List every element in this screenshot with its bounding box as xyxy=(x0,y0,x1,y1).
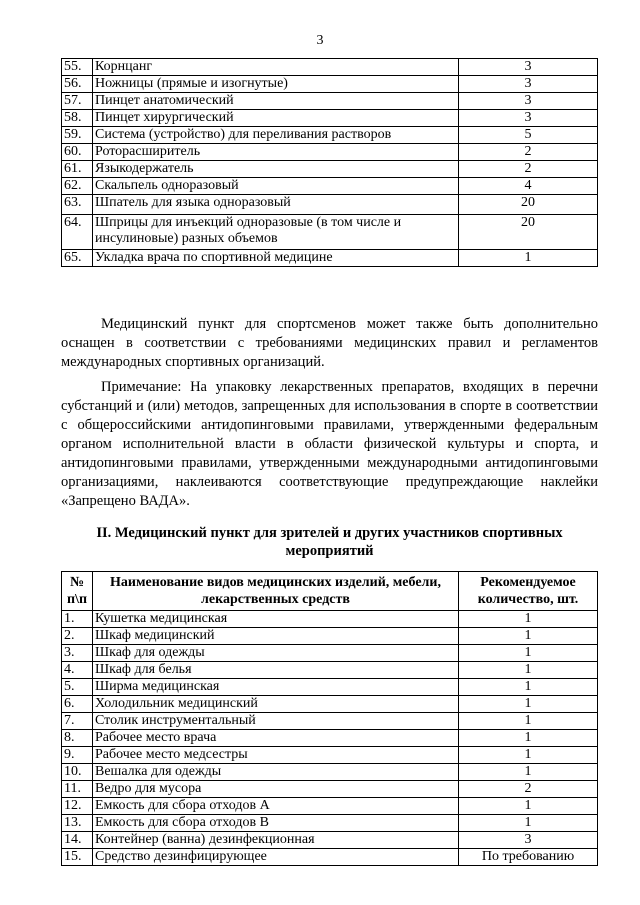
row-number: 12. xyxy=(62,798,93,815)
table-header-row xyxy=(62,572,598,611)
row-number: 11. xyxy=(62,781,93,798)
row-item-name: Холодильник медицинский xyxy=(93,696,459,713)
table-row xyxy=(62,628,598,645)
row-item-name: Роторасширитель xyxy=(93,144,459,161)
row-number: 9. xyxy=(62,747,93,764)
row-item-name: Языкодержатель xyxy=(93,161,459,178)
row-item-name: Шприцы для инъекций одноразовые (в том числе и инсулиновые) разных объемов xyxy=(93,215,459,250)
table-row xyxy=(62,144,598,161)
row-quantity: 5 xyxy=(459,127,598,144)
row-number: 5. xyxy=(62,679,93,696)
row-quantity: 3 xyxy=(459,76,598,93)
table-row xyxy=(62,798,598,815)
paragraph-note-wada: Примечание: На упаковку лекарственных препаратов, входящих в перечни субстанций и (или) методов, запрещенных для использования в спорте в соответствии с общероссийскими антидопинговыми правилами, утвержденными федеральным органом исполнительной власти в области физической культуры и спорта, и антидопинговыми правилами, утвержденными международными антидопинговыми организациями, наклеиваются соответствующие предупреждающие наклейки «Запрещено ВАДА». xyxy=(61,379,598,509)
table-row xyxy=(62,59,598,76)
row-item-name: Ножницы (прямые и изогнутые) xyxy=(93,76,459,93)
row-quantity: 2 xyxy=(459,144,598,161)
equipment-table-body xyxy=(62,59,598,267)
row-item-name: Корнцанг xyxy=(93,59,459,76)
row-item-name: Шпатель для языка одноразовый xyxy=(93,195,459,215)
row-quantity: 1 xyxy=(459,628,598,645)
row-number: 59. xyxy=(62,127,93,144)
row-item-name: Столик инструментальный xyxy=(93,713,459,730)
table-row xyxy=(62,161,598,178)
row-number: 58. xyxy=(62,110,93,127)
row-item-name: Скальпель одноразовый xyxy=(93,178,459,195)
table-row xyxy=(62,611,598,628)
row-quantity: 1 xyxy=(459,679,598,696)
row-number: 61. xyxy=(62,161,93,178)
page-number: 3 xyxy=(316,33,324,48)
row-quantity: 1 xyxy=(459,747,598,764)
table-row xyxy=(62,730,598,747)
row-quantity: 1 xyxy=(459,662,598,679)
table-row xyxy=(62,832,598,849)
row-item-name: Укладка врача по спортивной медицине xyxy=(93,250,459,267)
row-quantity: 20 xyxy=(459,195,598,215)
row-number: 63. xyxy=(62,195,93,215)
row-quantity: 1 xyxy=(459,713,598,730)
table-row xyxy=(62,662,598,679)
row-number: 62. xyxy=(62,178,93,195)
row-quantity: 1 xyxy=(459,730,598,747)
row-item-name: Шкаф медицинский xyxy=(93,628,459,645)
row-number: 4. xyxy=(62,662,93,679)
table-row xyxy=(62,696,598,713)
row-item-name: Пинцет хирургический xyxy=(93,110,459,127)
row-quantity: 3 xyxy=(459,110,598,127)
row-quantity: 1 xyxy=(459,696,598,713)
row-number: 7. xyxy=(62,713,93,730)
row-item-name: Шкаф для белья xyxy=(93,662,459,679)
row-number: 13. xyxy=(62,815,93,832)
row-number: 1. xyxy=(62,611,93,628)
row-item-name: Кушетка медицинская xyxy=(93,611,459,628)
row-quantity: 3 xyxy=(459,93,598,110)
row-number: 3. xyxy=(62,645,93,662)
row-quantity: 3 xyxy=(459,59,598,76)
row-item-name: Пинцет анатомический xyxy=(93,93,459,110)
row-item-name: Шкаф для одежды xyxy=(93,645,459,662)
row-number: 6. xyxy=(62,696,93,713)
table-row xyxy=(62,76,598,93)
table-row xyxy=(62,815,598,832)
row-number: 55. xyxy=(62,59,93,76)
row-quantity: 2 xyxy=(459,781,598,798)
row-quantity: 1 xyxy=(459,798,598,815)
row-item-name: Рабочее место медсестры xyxy=(93,747,459,764)
table-row xyxy=(62,110,598,127)
row-quantity: 1 xyxy=(459,645,598,662)
row-quantity: 1 xyxy=(459,250,598,267)
row-item-name: Ведро для мусора xyxy=(93,781,459,798)
table-row xyxy=(62,679,598,696)
row-quantity: По требованию xyxy=(459,849,598,866)
paragraph-additional-equipment: Медицинский пункт для спортсменов может также быть дополнительно оснащен в соответствии с требованиями медицинских правил и регламентов международных спортивных организаций. xyxy=(61,316,598,370)
row-number: 10. xyxy=(62,764,93,781)
table-row xyxy=(62,178,598,195)
header-num: № п\п xyxy=(62,572,93,611)
table-row xyxy=(62,127,598,144)
row-number: 2. xyxy=(62,628,93,645)
table-row xyxy=(62,93,598,110)
table-row xyxy=(62,215,598,250)
row-item-name: Система (устройство) для переливания растворов xyxy=(93,127,459,144)
spectators-table-body xyxy=(62,611,598,866)
spectators-equipment-table xyxy=(61,571,598,866)
table-header xyxy=(62,572,598,611)
table-row xyxy=(62,781,598,798)
row-quantity: 20 xyxy=(459,215,598,250)
table-row xyxy=(62,195,598,215)
row-item-name: Вешалка для одежды xyxy=(93,764,459,781)
row-number: 65. xyxy=(62,250,93,267)
equipment-table-continued xyxy=(61,58,598,267)
row-number: 60. xyxy=(62,144,93,161)
table-row xyxy=(62,645,598,662)
row-number: 57. xyxy=(62,93,93,110)
row-item-name: Рабочее место врача xyxy=(93,730,459,747)
section-title: II. Медицинский пункт для зрителей и других участников спортивных мероприятий xyxy=(96,525,563,559)
row-item-name: Емкость для сбора отходов В xyxy=(93,815,459,832)
table-row xyxy=(62,747,598,764)
table-row xyxy=(62,713,598,730)
row-quantity: 3 xyxy=(459,832,598,849)
table-row xyxy=(62,250,598,267)
table-row xyxy=(62,764,598,781)
row-number: 14. xyxy=(62,832,93,849)
row-number: 56. xyxy=(62,76,93,93)
table-row xyxy=(62,849,598,866)
row-item-name: Контейнер (ванна) дезинфекционная xyxy=(93,832,459,849)
row-quantity: 2 xyxy=(459,161,598,178)
row-number: 8. xyxy=(62,730,93,747)
row-number: 64. xyxy=(62,215,93,250)
row-quantity: 1 xyxy=(459,764,598,781)
row-quantity: 1 xyxy=(459,611,598,628)
row-item-name: Ширма медицинская xyxy=(93,679,459,696)
row-item-name: Емкость для сбора отходов А xyxy=(93,798,459,815)
header-qty: Рекомендуемое количество, шт. xyxy=(459,572,598,611)
row-quantity: 1 xyxy=(459,815,598,832)
row-number: 15. xyxy=(62,849,93,866)
row-quantity: 4 xyxy=(459,178,598,195)
row-item-name: Средство дезинфицирующее xyxy=(93,849,459,866)
header-name: Наименование видов медицинских изделий, мебели, лекарственных средств xyxy=(93,572,459,611)
